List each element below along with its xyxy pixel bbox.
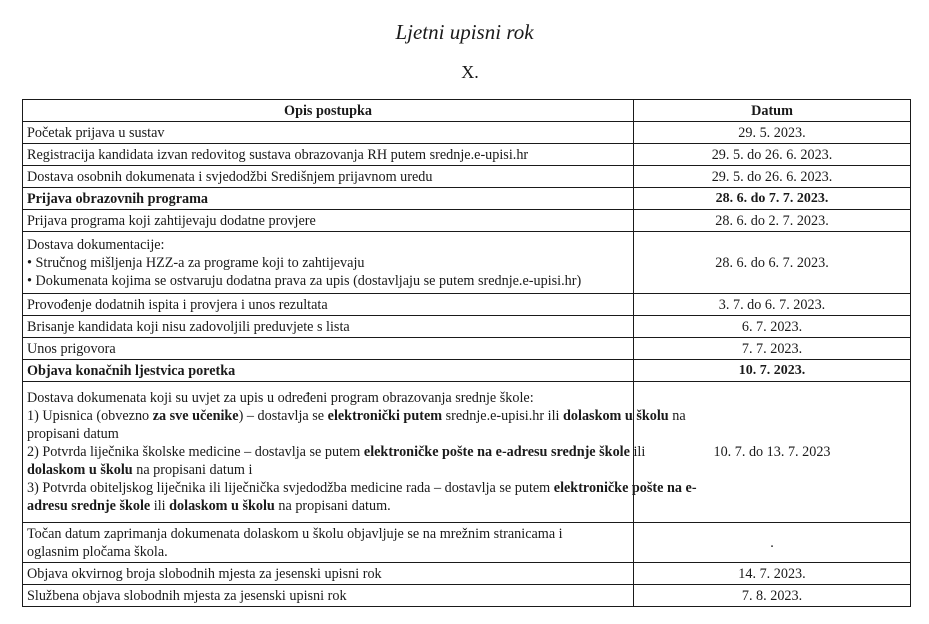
text-bold: elektroničke pošte na e-adresu srednje škole — [363, 444, 630, 460]
table-row — [23, 188, 911, 210]
table-row — [23, 166, 911, 188]
row-description: Unos prigovora — [23, 338, 634, 360]
row-description: Dostava osobnih dokumenata i svjedodžbi Središnjem prijavnom uredu — [23, 166, 634, 188]
table-row — [23, 232, 911, 294]
text: 2) Potvrda liječnika školske medicine – dostavlja se putem — [27, 444, 364, 460]
row-date: 7. 7. 2023. — [634, 338, 911, 360]
text-bold: adresu srednje škole — [27, 498, 151, 514]
documents-item — [27, 443, 646, 461]
row-description: Objava okvirnog broja slobodnih mjesta za jesenski upisni rok — [23, 563, 634, 585]
documents-item-cont — [27, 497, 629, 515]
text: ili — [629, 444, 646, 460]
table-row — [23, 294, 911, 316]
table-header-row — [23, 100, 911, 122]
row-date: 7. 8. 2023. — [634, 585, 911, 607]
documents-intro: Dostava dokumenata koji su uvjet za upis u određeni program obrazovanja srednje škole: — [27, 390, 534, 406]
documentation-bullet: • Stručnog mišljenja HZZ-a za programe koji to zahtijevaju — [27, 254, 365, 271]
table-row — [23, 144, 911, 166]
row-description: Provođenje dodatnih ispita i provjera i unos rezultata — [23, 294, 634, 316]
row-date: 29. 5. do 26. 6. 2023. — [634, 144, 911, 166]
row-date: 28. 6. do 6. 7. 2023. — [634, 232, 911, 294]
text: ) – dostavlja se — [238, 408, 328, 424]
text: na propisani datum i — [132, 462, 253, 478]
table-row — [23, 338, 911, 360]
table-row — [23, 585, 911, 607]
row-description — [23, 382, 697, 523]
table-row — [23, 563, 911, 585]
row-date: 3. 7. do 6. 7. 2023. — [634, 294, 911, 316]
documents-item — [27, 407, 686, 425]
note-line: Točan datum zaprimanja dokumenata dolaskom u školu objavljuje se na mrežnim stranicama i — [27, 525, 563, 542]
row-date: 6. 7. 2023. — [634, 316, 911, 338]
documentation-bullet: • Dokumenata kojima se ostvaruju dodatna prava za upis (dostavljaju se putem srednje.e-upisi.hr) — [27, 272, 582, 289]
text: 3) Potvrda obiteljskog liječnika ili liječnička svjedodžba medicine rada – dostavlja se putem — [27, 480, 554, 496]
row-description: Početak prijava u sustav — [23, 122, 634, 144]
row-date: 29. 5. do 26. 6. 2023. — [634, 166, 911, 188]
schedule-table — [22, 99, 911, 607]
column-header-description: Opis postupka — [23, 100, 634, 122]
row-date: 28. 6. do 7. 7. 2023. — [634, 188, 911, 210]
text-bold: dolaskom u školu — [169, 498, 275, 514]
section-numeral: X. — [461, 62, 479, 82]
row-date: 29. 5. 2023. — [634, 122, 911, 144]
text: 1) Upisnica (obvezno — [27, 408, 153, 424]
row-description: Objava konačnih ljestvica poretka — [23, 360, 634, 382]
text: na propisani datum. — [274, 498, 391, 514]
note-line: oglasnim pločama škola. — [27, 543, 168, 560]
documents-item — [27, 479, 697, 497]
table-row — [23, 210, 911, 232]
row-description: Službena objava slobodnih mjesta za jesenski upisni rok — [23, 585, 634, 607]
text: ili — [150, 498, 170, 514]
column-header-date: Datum — [634, 100, 911, 122]
row-description — [23, 523, 634, 563]
text-bold: elektroničke pošte na e- — [553, 480, 697, 496]
table-row — [23, 523, 911, 563]
table-row — [23, 382, 911, 523]
row-date: . — [634, 523, 911, 563]
row-description: Prijava programa koji zahtijevaju dodatne provjere — [23, 210, 634, 232]
text-bold: elektronički putem — [327, 408, 443, 424]
row-description — [23, 232, 634, 294]
text-bold: dolaskom u školu — [27, 462, 133, 478]
page-title: Ljetni upisni rok — [395, 20, 534, 44]
row-date: 14. 7. 2023. — [634, 563, 911, 585]
table-row — [23, 316, 911, 338]
row-date: 10. 7. 2023. — [634, 360, 911, 382]
table-row — [23, 122, 911, 144]
text-bold: dolaskom u školu — [563, 408, 669, 424]
documents-item-cont: propisani datum — [27, 426, 119, 442]
text: na — [668, 408, 686, 424]
row-description: Brisanje kandidata koji nisu zadovoljili preduvjete s lista — [23, 316, 634, 338]
row-description: Prijava obrazovnih programa — [23, 188, 634, 210]
text-bold: za sve učenike — [152, 408, 239, 424]
table-row — [23, 360, 911, 382]
row-date: 10. 7. do 13. 7. 2023 — [634, 382, 911, 523]
documents-item-cont — [27, 461, 629, 479]
row-date: 28. 6. do 2. 7. 2023. — [634, 210, 911, 232]
documentation-intro: Dostava dokumentacije: — [27, 236, 165, 253]
row-description: Registracija kandidata izvan redovitog sustava obrazovanja RH putem srednje.e-upisi.hr — [23, 144, 634, 166]
text: srednje.e-upisi.hr ili — [442, 408, 564, 424]
